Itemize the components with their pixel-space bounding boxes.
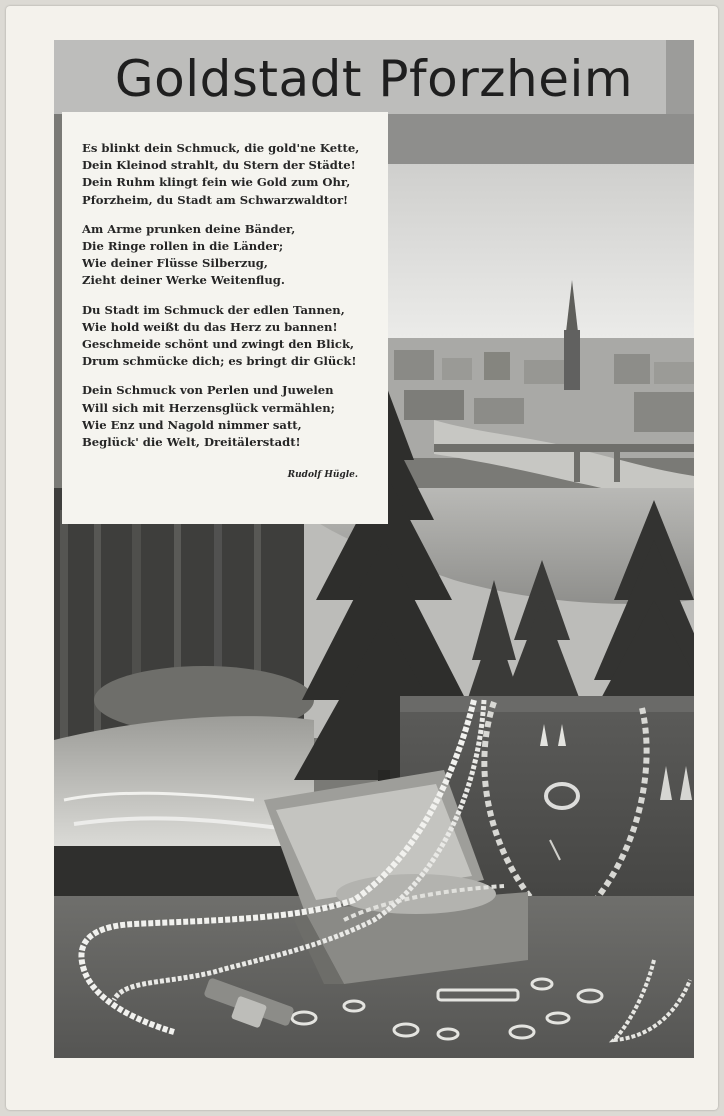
poem-line: Wie deiner Flüsse Silberzug, bbox=[82, 256, 268, 271]
sky bbox=[388, 164, 694, 344]
forest-left bbox=[54, 488, 314, 748]
poem-line: Es blinkt dein Schmuck, die gold'ne Kette, bbox=[82, 141, 360, 155]
poem-stanza-2 bbox=[82, 221, 374, 290]
postcard bbox=[6, 6, 718, 1110]
poem-stanza-3 bbox=[82, 302, 374, 371]
poem-line: Will sich mit Herzensglück vermählen; bbox=[82, 400, 335, 415]
poem-line: Wie Enz und Nagold nimmer satt, bbox=[82, 417, 302, 432]
poem-line: Du Stadt im Schmuck der edlen Tannen, bbox=[82, 302, 345, 317]
poem-line: Geschmeide schönt und zwingt den Blick, bbox=[82, 337, 355, 352]
poem-stanza-4 bbox=[82, 382, 374, 451]
poem-line: Dein Kleinod strahlt, du Stern der Städte! bbox=[82, 158, 356, 173]
poem-author: Rudolf Hügle. bbox=[287, 469, 358, 480]
poem-line: Dein Ruhm klingt fein wie Gold zum Ohr, bbox=[82, 175, 351, 190]
poem-line: Dein Schmuck von Perlen und Juwelen bbox=[82, 383, 334, 398]
poem-line: Am Arme prunken deine Bänder, bbox=[82, 221, 296, 236]
bridge bbox=[434, 444, 694, 452]
poem-line: Pforzheim, du Stadt am Schwarzwaldtor! bbox=[82, 192, 349, 207]
poem-line: Zieht deiner Werke Weitenflug. bbox=[82, 273, 285, 288]
title-shadow-band bbox=[388, 114, 694, 164]
postcard-title: Goldstadt Pforzheim bbox=[114, 50, 634, 108]
poem-line: Die Ringe rollen in die Länder; bbox=[82, 239, 284, 254]
postcard-photo-montage bbox=[54, 40, 694, 1058]
poem-line: Wie hold weißt du das Herz zu bannen! bbox=[82, 319, 338, 334]
poem-stanza-1 bbox=[82, 140, 374, 209]
poem-panel bbox=[62, 112, 388, 524]
poem-line: Beglück' die Welt, Dreitälerstadt! bbox=[82, 435, 301, 450]
poem-line: Drum schmücke dich; es bringt dir Glück! bbox=[82, 354, 357, 369]
